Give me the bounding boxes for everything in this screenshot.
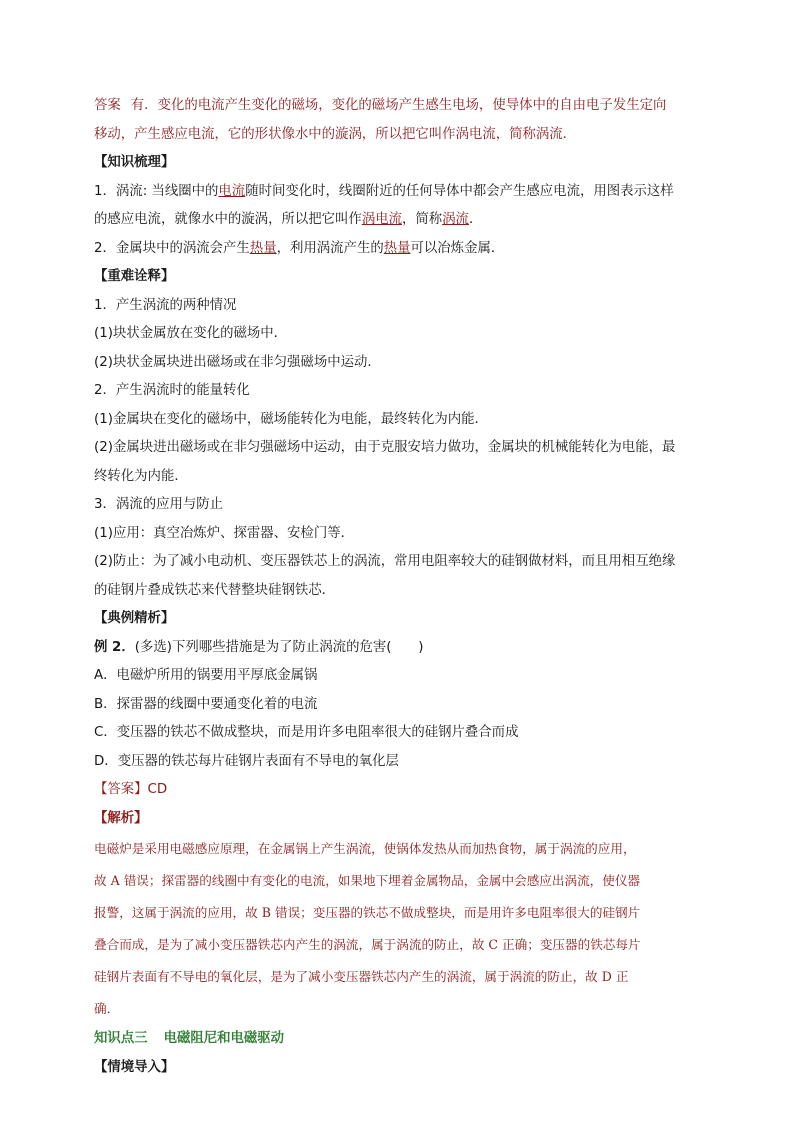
answer-result: 【答案】CD [94, 782, 168, 797]
section3-label: 知识点三 [94, 1031, 148, 1046]
difficulty-l9a: (2)防止：为了减小电动机、变压器铁芯上的涡流，常用电阻率较大的硅钢做材料，而且用相互绝缘 [94, 554, 676, 569]
example-label: 例 2． [94, 639, 135, 655]
answer-text-1: 有．变化的电流产生变化的磁场，变化的磁场产生感生电场，使导体中的自由电子发生定向 [130, 98, 667, 113]
example-heading: 【典例精析】 [94, 611, 175, 626]
difficulty-l6a: (2)金属块进出磁场或在非匀强磁场中运动，由于克服安培力做功，金属块的机械能转化为电能，最 [94, 440, 676, 455]
answer-label: 答案 [94, 98, 121, 113]
knowledge-p1-line1: 1．涡流: 当线圈中的电流随时间变化时，线圈附近的任何导体中都会产生感应电流，用图表示这样 [94, 183, 674, 199]
option-c: C．变压器的铁芯不做成整块，而是用许多电阻率很大的硅钢片叠合而成 [94, 725, 519, 740]
knowledge-p1-line2: 的感应电流，就像水中的漩涡，所以把它叫作涡电流，简称涡流． [94, 212, 483, 227]
keyword-heat-1: 热量 [249, 240, 277, 256]
keyword-eddy-current: 涡电流 [361, 212, 402, 227]
answer-line-1 [94, 92, 704, 121]
keyword-eddy: 涡流 [442, 212, 469, 227]
difficulty-l4: 2．产生涡流时的能量转化 [94, 383, 250, 398]
difficulty-l5: (1)金属块在变化的磁场中，磁场能转化为电能，最终转化为内能． [94, 411, 488, 427]
analysis-line: 叠合而成，是为了减小变压器铁芯内产生的涡流，属于涡流的防止，故 C 正确；变压器的铁芯每片 [94, 937, 641, 952]
option-d: D．变压器的铁芯每片硅钢片表面有不导电的氧化层 [94, 753, 399, 769]
section3-title [94, 1025, 704, 1054]
analysis-line: 硅钢片表面有不导电的氧化层，是为了减小变压器铁芯内产生的涡流，属于涡流的防止，故 D 正 [94, 969, 629, 984]
document-page [94, 92, 704, 1082]
difficulty-l8: (1)应用：真空冶炼炉、探雷器、安检门等． [94, 525, 354, 541]
option-b: B．探雷器的线圈中要通变化着的电流 [94, 696, 318, 712]
keyword-current: 电流 [218, 183, 246, 199]
difficulty-l7: 3．涡流的应用与防止 [94, 497, 224, 512]
analysis-line: 报警，这属于涡流的应用，故 B 错误；变压器的铁芯不做成整块，而是用许多电阻率很大的硅钢片 [94, 905, 641, 920]
analysis-heading: 【解析】 [94, 810, 148, 826]
difficulty-l9b: 的硅钢片叠成铁芯来代替整块硅钢铁芯． [94, 582, 336, 598]
difficulty-heading: 【重难诠释】 [94, 269, 175, 284]
difficulty-l1: 1．产生涡流的两种情况 [94, 297, 237, 313]
keyword-heat-2: 热量 [383, 240, 411, 256]
knowledge-p2: 2．金属块中的涡流会产生热量，利用涡流产生的热量可以冶炼金属． [94, 240, 505, 256]
option-a: A．电磁炉所用的锅要用平厚底金属锅 [94, 668, 318, 683]
analysis-line: 确． [94, 1001, 120, 1016]
difficulty-l6b: 终转化为内能． [94, 468, 188, 484]
answer-line-2: 移动，产生感应电流，它的形状像水中的漩涡，所以把它叫作涡电流，简称涡流． [94, 126, 577, 142]
example-question-text: (多选)下列哪些措施是为了防止涡流的危害( ) [134, 639, 424, 655]
example-question [94, 634, 704, 663]
difficulty-l2: (1)块状金属放在变化的磁场中． [94, 326, 288, 341]
scene-heading: 【情境导入】 [94, 1059, 175, 1075]
difficulty-l3: (2)块状金属块进出磁场或在非匀强磁场中运动． [94, 354, 381, 370]
analysis-line: 故 A 错误；探雷器的线圈中有变化的电流，如果地下埋着金属物品，金属中会感应出涡流，使仪器 [94, 873, 641, 888]
analysis-line: 电磁炉是采用电磁感应原理，在金属锅上产生涡流，使锅体发热从而加热食物，属于涡流的应用， [94, 841, 636, 856]
knowledge-heading: 【知识梳理】 [94, 155, 175, 170]
section3-name: 电磁阻尼和电磁驱动 [163, 1031, 285, 1046]
